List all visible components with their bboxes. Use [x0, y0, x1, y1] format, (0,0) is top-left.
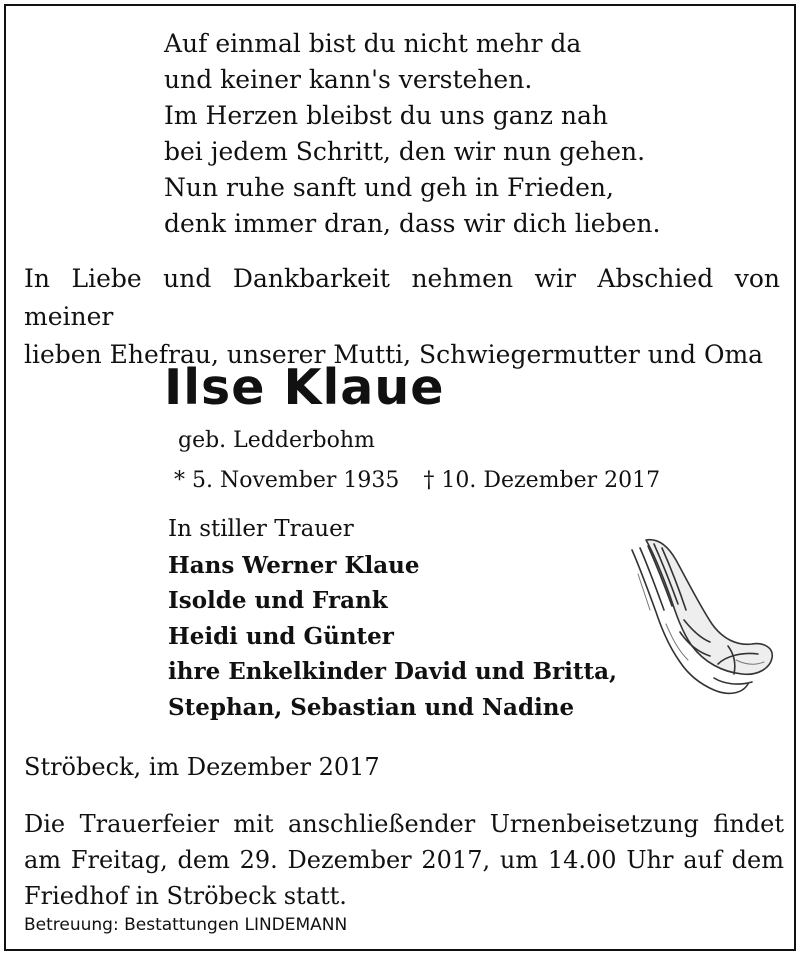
poem-line: denk immer dran, dass wir dich lieben. [164, 209, 661, 238]
ceremony-line: Friedhof in Ströbeck statt. [24, 882, 347, 910]
funeral-home-credit: Betreuung: Bestattungen LINDEMANN [24, 915, 348, 935]
ceremony-line: am Freitag, dem 29. Dezember 2017, um 14.00 Uhr auf dem [24, 846, 784, 874]
ceremony-line: Die Trauerfeier mit anschließender Urnenbeisetzung findet [24, 810, 784, 838]
poem-line: Auf einmal bist du nicht mehr da [164, 29, 582, 58]
ceremony-info [24, 806, 784, 914]
poem-line: und keiner kann's verstehen. [164, 65, 533, 94]
place-and-date: Ströbeck, im Dezember 2017 [24, 753, 380, 781]
mourner-name: Stephan, Sebastian und Nadine [168, 693, 575, 721]
mourner-name: Isolde und Frank [168, 587, 388, 614]
mourner-name: Heidi und Günter [168, 622, 394, 650]
deceased-name: Ilse Klaue [164, 359, 445, 416]
mourners-list [168, 512, 617, 725]
intro-line: In Liebe und Dankbarkeit nehmen wir Abschied von meiner [24, 264, 780, 331]
life-dates [174, 464, 660, 498]
poem-line: bei jedem Schritt, den wir nun gehen. [164, 137, 646, 166]
obituary-notice [4, 4, 796, 951]
intro-line: lieben Ehefrau, unserer Mutti, Schwiegermutter und Oma [24, 340, 764, 369]
poem-line: Im Herzen bleibst du uns ganz nah [164, 101, 608, 130]
maiden-name: geb. Ledderbohm [178, 428, 375, 453]
praying-hands-icon [618, 534, 776, 704]
death-date: † 10. Dezember 2017 [423, 468, 661, 493]
poem-line: Nun ruhe sanft und geh in Frieden, [164, 173, 614, 202]
mourner-name: ihre Enkelkinder David und Britta, [168, 658, 618, 685]
mourner-name: Hans Werner Klaue [168, 551, 420, 579]
mourners-heading: In stiller Trauer [168, 516, 354, 542]
birth-date: * 5. November 1935 [174, 468, 400, 493]
memorial-poem [164, 26, 660, 242]
